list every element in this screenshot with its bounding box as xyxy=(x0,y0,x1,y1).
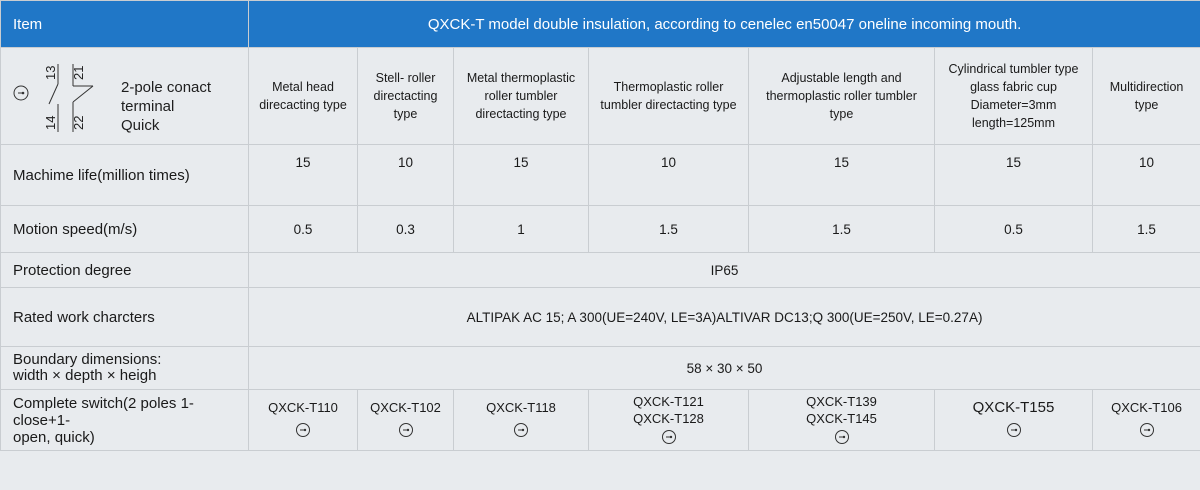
terminal-14: 14 xyxy=(43,115,58,130)
machine-life-row xyxy=(1,145,1200,206)
boundary-row xyxy=(1,347,1200,390)
table-cell: 1 xyxy=(454,206,589,253)
terminal-22: 22 xyxy=(71,115,86,130)
column-header: Multidirection type xyxy=(1093,48,1200,145)
row-label: Rated work charcters xyxy=(1,288,249,347)
row-label-line: open, quick) xyxy=(13,428,95,446)
row-label-line: Complete switch(2 poles 1-close+1- xyxy=(13,394,194,429)
model-cell xyxy=(1093,390,1200,451)
terminal-21: 21 xyxy=(71,65,86,80)
boundary-value: 58 × 30 × 50 xyxy=(249,347,1200,390)
model-cell xyxy=(249,390,358,451)
row-label: Machime life(million times) xyxy=(1,145,249,206)
model-number: QXCK-T121 xyxy=(633,393,704,409)
column-header: Cylindrical tumbler type glass fabric cup Diameter=3mm length=125mm xyxy=(935,48,1093,145)
column-header: Thermoplastic roller tumbler directacting type xyxy=(589,48,749,145)
contact-description-line: 2-pole conact xyxy=(121,79,212,96)
model-number: QXCK-T106 xyxy=(1111,400,1182,415)
table-cell: 10 xyxy=(1093,145,1200,206)
contact-circle-icon xyxy=(295,422,311,438)
model-cell xyxy=(749,390,935,451)
model-cell xyxy=(358,390,454,451)
contact-description-line: terminal xyxy=(121,98,175,115)
row-label: Motion speed(m/s) xyxy=(1,206,249,253)
rated-value: ALTIPAK AC 15; A 300(UE=240V, LE=3A)ALTIVAR DC13;Q 300(UE=250V, LE=0.27A) xyxy=(249,288,1200,347)
row-label-line: Boundary dimensions: xyxy=(13,351,162,368)
complete-switch-row xyxy=(1,390,1200,451)
column-header: Metal thermoplastic roller tumbler directacting type xyxy=(454,48,589,145)
contact-circle-icon xyxy=(1006,422,1022,438)
table-cell: 1.5 xyxy=(589,206,749,253)
table-cell: 10 xyxy=(589,145,749,206)
table-cell: 15 xyxy=(749,145,935,206)
item-header: Item xyxy=(1,1,249,48)
contact-circle-icon xyxy=(398,422,414,438)
contact-circle-icon xyxy=(834,429,850,445)
rated-row xyxy=(1,288,1200,347)
model-number: QXCK-T110 xyxy=(268,400,338,415)
table-cell: 15 xyxy=(935,145,1093,206)
model-number: QXCK-T139 xyxy=(806,393,877,409)
symbol-row xyxy=(1,48,1200,145)
terminal-13: 13 xyxy=(43,65,58,80)
protection-value: IP65 xyxy=(249,253,1200,288)
contact-description xyxy=(121,78,211,135)
contact-symbol-icon xyxy=(1,48,121,144)
table-cell: 1.5 xyxy=(749,206,935,253)
table-cell: 0.5 xyxy=(935,206,1093,253)
header-row xyxy=(1,1,1200,48)
contact-circle-icon xyxy=(513,422,529,438)
contact-symbol-cell xyxy=(1,48,249,145)
motion-speed-row xyxy=(1,206,1200,253)
model-number: QXCK-T155 xyxy=(972,399,1055,416)
contact-circle-icon xyxy=(1139,422,1155,438)
model-number: QXCK-T145 xyxy=(806,410,877,426)
row-label xyxy=(1,347,249,390)
model-cell xyxy=(589,390,749,451)
table-cell: 15 xyxy=(454,145,589,206)
model-number: QXCK-T128 xyxy=(633,410,704,426)
column-header: Metal head direcacting type xyxy=(249,48,358,145)
table-cell: 0.3 xyxy=(358,206,454,253)
column-header: Stell- roller directacting type xyxy=(358,48,454,145)
contact-description-line: Quick xyxy=(121,117,160,134)
model-cell xyxy=(454,390,589,451)
table-cell: 10 xyxy=(358,145,454,206)
protection-row xyxy=(1,253,1200,288)
model-number: QXCK-T102 xyxy=(370,400,441,415)
table-cell: 0.5 xyxy=(249,206,358,253)
row-label xyxy=(1,390,249,451)
model-cell xyxy=(935,390,1093,451)
column-header: Adjustable length and thermoplastic roller tumbler type xyxy=(749,48,935,145)
table-title: QXCK-T model double insulation, according to cenelec en50047 oneline incoming mouth. xyxy=(249,1,1200,48)
model-number: QXCK-T118 xyxy=(486,400,556,415)
table-cell: 1.5 xyxy=(1093,206,1200,253)
row-label: Protection degree xyxy=(1,253,249,288)
row-label-line: width × depth × heigh xyxy=(13,367,157,384)
table-cell: 15 xyxy=(249,145,358,206)
contact-circle-icon xyxy=(661,429,677,445)
